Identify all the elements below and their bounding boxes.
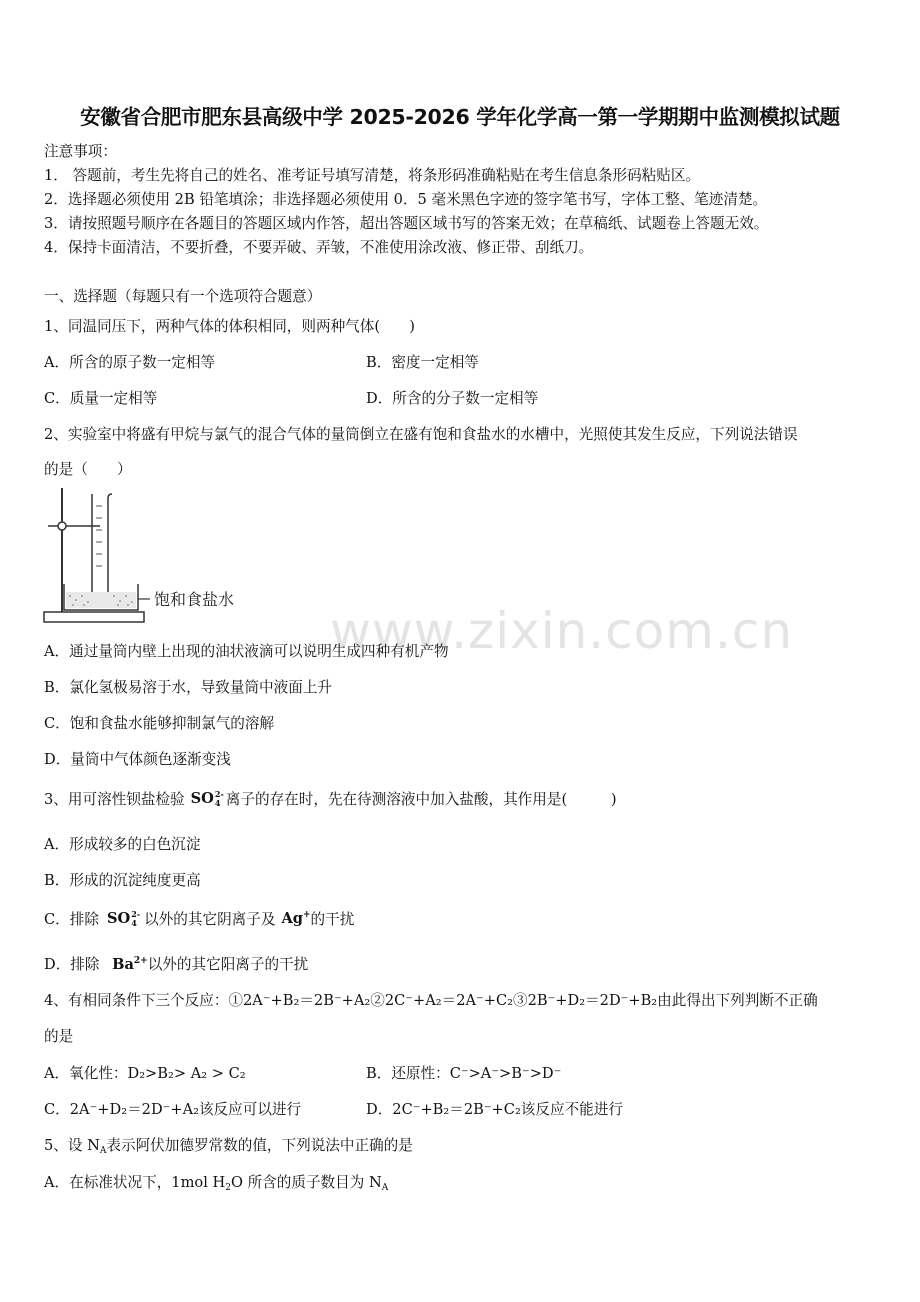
q1-option-c: C．质量一定相等	[44, 390, 158, 407]
figure-label: 饱和食盐水	[154, 590, 235, 609]
sulfate-ion	[191, 790, 224, 808]
q5a-sub2: A	[381, 1183, 389, 1193]
barium-charge: 2+	[133, 956, 148, 966]
q3d-pre: D．排除	[44, 956, 100, 973]
question-4-stem-cont: 的是	[44, 1028, 74, 1045]
q3c-pre: C．排除	[44, 911, 99, 928]
notice-item: 4．保持卡面清洁，不要折叠，不要弄破、弄皱，不准使用涂改液、修正带、刮纸刀。	[44, 239, 594, 256]
q5-option-a	[44, 1171, 388, 1193]
q2-option-b: B．氯化氢极易溶于水，导致量筒中液面上升	[44, 679, 333, 696]
q3-stem-pre: 3、用可溶性钡盐检验	[44, 791, 185, 808]
clamp-knob	[58, 522, 66, 530]
silver-symbol: Ag	[281, 910, 303, 927]
notice-heading: 注意事项：	[44, 143, 117, 160]
question-2-stem: 2、实验室中将盛有甲烷与氯气的混合气体的量筒倒立在盛有饱和食盐水的水槽中，光照使其发生反应，下列说法错误	[44, 426, 798, 443]
q1-option-d: D．所含的分子数一定相等	[366, 390, 539, 407]
question-3-stem	[44, 788, 617, 809]
ion-charge-stack	[215, 790, 224, 808]
stand-base	[44, 612, 144, 622]
ion-subscript: 4	[214, 797, 221, 808]
question-2-stem-cont: 的是（ ）	[44, 461, 132, 478]
barium-ion	[112, 956, 148, 973]
notice-item: 2．选择题必须使用 2B 铅笔填涂；非选择题必须使用 0．5 毫米黑色字迹的签字笔书写，字体工整、笔迹清楚。	[44, 191, 768, 208]
question-1-stem: 1、同温同压下，两种气体的体积相同，则两种气体( )	[44, 318, 415, 335]
question-4-stem: 4、有相同条件下三个反应：①2A⁻+B₂＝2B⁻+A₂②2C⁻+A₂＝2A⁻+C₂③2B⁻+D₂＝2D⁻+B₂由此得出下列判断不正确	[44, 992, 818, 1009]
ion-subscript: 4	[131, 917, 137, 928]
q5-stem-end: 表示阿伏加德罗常数的值，下列说法中正确的是	[106, 1137, 413, 1154]
q3-option-b: B．形成的沉淀纯度更高	[44, 872, 201, 889]
sulfate-ion	[107, 910, 140, 928]
page-title: 安徽省合肥市肥东县高级中学 2025-2026 学年化学高一第一学期期中监测模拟试题	[80, 105, 840, 129]
q3-option-a: A．形成较多的白色沉淀	[44, 836, 201, 853]
ion-symbol: SO	[190, 790, 214, 807]
q5-stem: 5、设 N	[44, 1137, 100, 1154]
q5-stem-sub: A	[99, 1146, 107, 1156]
q4-option-c: C．2A⁻+D₂＝2D⁻+A₂该反应可以进行	[44, 1101, 302, 1118]
question-5-stem	[44, 1134, 413, 1156]
ion-charge-stack	[131, 910, 140, 928]
ion-symbol: SO	[106, 910, 131, 927]
q3d-end: 以外的其它阳离子的干扰	[147, 956, 309, 973]
ion-charge: 2-	[131, 908, 141, 919]
notice-item: 1． 答题前，考生先将自己的姓名、准考证号填写清楚，将条形码准确粘贴在考生信息条形码粘贴区。	[44, 167, 701, 184]
q3-option-d	[44, 953, 308, 974]
q1-option-a: A．所含的原子数一定相等	[44, 354, 216, 371]
q3-option-c	[44, 908, 354, 929]
q3c-end: 的干扰	[310, 911, 355, 928]
q2-option-d: D．量筒中气体颜色逐渐变浅	[44, 751, 231, 768]
q2-option-a: A．通过量筒内壁上出现的油状液滴可以说明生成四种有机产物	[44, 643, 449, 660]
silver-ion	[281, 910, 310, 927]
q5a-sub: 2	[225, 1183, 231, 1193]
apparatus-figure	[40, 484, 270, 629]
q4-option-d: D．2C⁻+B₂＝2B⁻+C₂该反应不能进行	[366, 1101, 623, 1118]
ion-charge: 2-	[214, 788, 224, 799]
q4-option-b: B．还原性：C⁻>A⁻>B⁻>D⁻	[366, 1065, 562, 1082]
q4-option-a: A．氧化性：D₂>B₂> A₂ > C₂	[44, 1065, 246, 1082]
watermark: www.zixin.com.cn	[330, 602, 794, 660]
section-heading: 一、选择题（每题只有一个选项符合题意）	[44, 288, 322, 305]
silver-charge: +	[303, 910, 311, 920]
q1-option-b: B．密度一定相等	[366, 354, 479, 371]
q3c-post: 以外的其它阴离子及	[144, 911, 276, 928]
measuring-cylinder	[92, 494, 112, 602]
q5a-text: A．在标准状况下，1mol H	[44, 1174, 226, 1191]
q3-stem-post: 离子的存在时，先在待测溶液中加入盐酸，其作用是( )	[225, 791, 617, 808]
barium-symbol: Ba	[112, 956, 134, 973]
notice-item: 3．请按照题号顺序在各题目的答题区域内作答，超出答题区域书写的答案无效；在草稿纸、试题卷上答题无效。	[44, 215, 769, 232]
q2-option-c: C．饱和食盐水能够抑制氯气的溶解	[44, 715, 275, 732]
q5a-mid: O 所含的质子数目为 N	[230, 1174, 382, 1191]
